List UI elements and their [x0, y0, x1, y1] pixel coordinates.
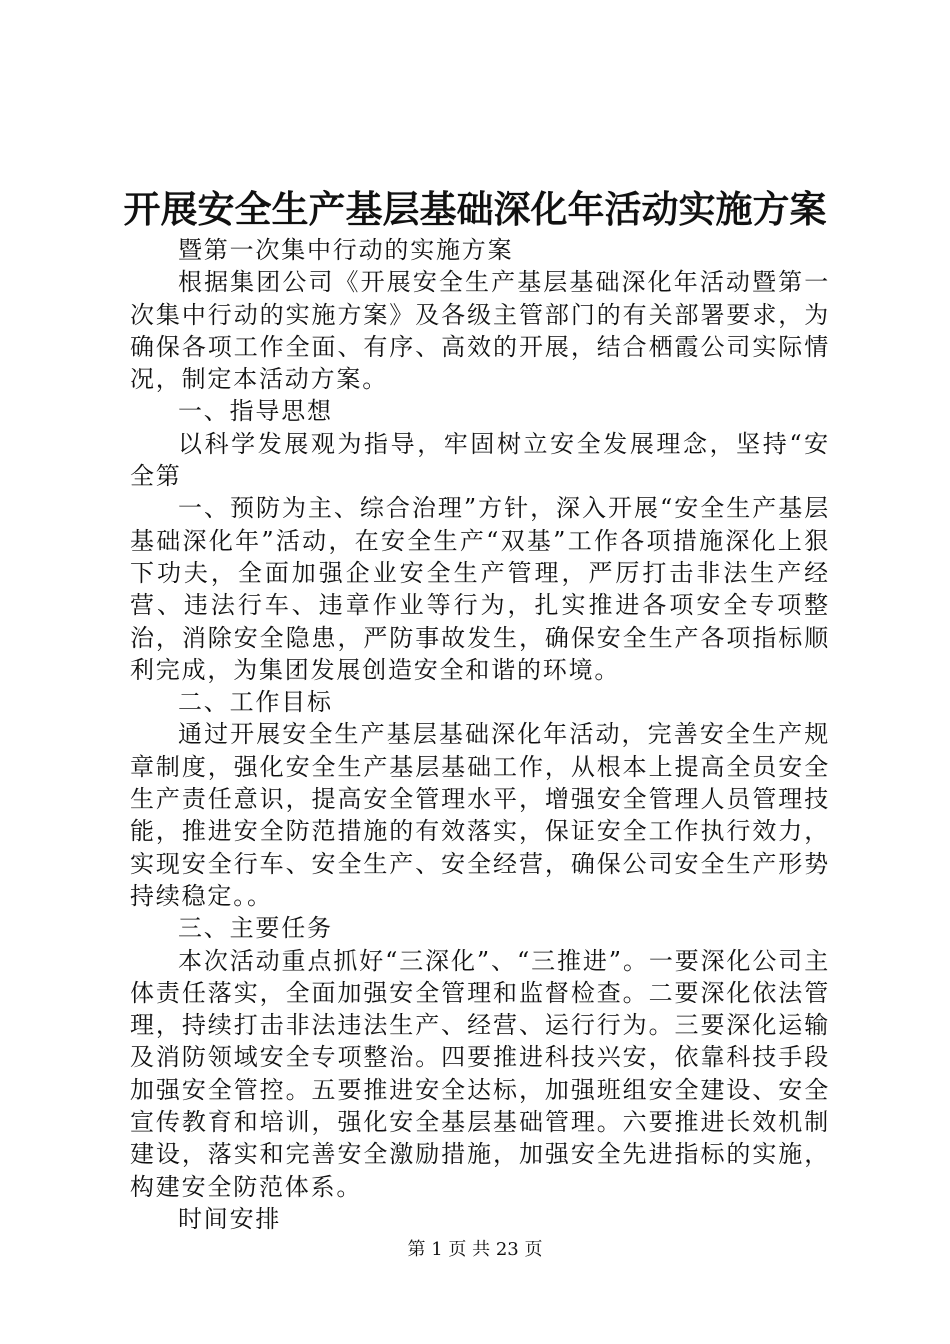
main-tasks-paragraph: 本次活动重点抓好“三深化”、“三推进”。一要深化公司主体责任落实，全面加强安全管理和监督检查。二要深化依法管理，持续打击非法违法生产、经营、运行行为。三要深化运输及消防领域安全专项整治。四要推进科技兴安，依靠科技手段加强安全管控。五要推进安全达标，加强班组安全建设、安全宣传教育和培训，强化安全基层基础管理。六要推进长效机制建设，落实和完善安全激励措施，加强安全先进指标的实施，构建安全防范体系。	[130, 946, 830, 1201]
subtitle-paragraph: 暨第一次集中行动的实施方案	[178, 236, 514, 264]
section-heading-main-tasks: 三、主要任务	[178, 914, 333, 943]
work-goals-paragraph: 通过开展安全生产基层基础深化年活动，完善安全生产规章制度，强化安全生产基层基础工作，从根本上提高全员安全生产责任意识，提高安全管理水平，增强安全管理人员管理技能，推进安全防范措施的有效落实，保证安全工作执行效力，实现安全行车、安全生产、安全经营，确保公司安全生产形势持续稳定。。	[130, 720, 830, 910]
section-heading-guiding-ideology: 一、指导思想	[178, 397, 333, 426]
section-heading-schedule: 时间安排	[178, 1204, 282, 1233]
section-heading-work-goals: 二、工作目标	[178, 688, 333, 717]
guiding-ideology-continued-paragraph: 一、预防为主、综合治理”方针，深入开展“安全生产基层基础深化年”活动，在安全生产“双基”工作各项措施深化上狠下功夫，全面加强企业安全生产管理，严厉打击非法生产经营、违法行车、违章作业等行为，扎实推进各项安全专项整治，消除安全隐患，严防事故发生，确保安全生产各项指标顺利完成，为集团发展创造安全和谐的环境。	[130, 494, 830, 684]
document-title: 开展安全生产基层基础深化年活动实施方案	[123, 187, 827, 231]
guiding-ideology-paragraph: 以科学发展观为指导，牢固树立安全发展理念，坚持“安全第	[130, 429, 830, 491]
intro-paragraph: 根据集团公司《开展安全生产基层基础深化年活动暨第一次集中行动的实施方案》及各级主管部门的有关部署要求，为确保各项工作全面、有序、高效的开展，结合栖霞公司实际情况，制定本活动方案。	[130, 268, 830, 394]
page-number-footer: 第 1 页 共 23 页	[407, 1239, 543, 1260]
document-body	[130, 234, 830, 1235]
